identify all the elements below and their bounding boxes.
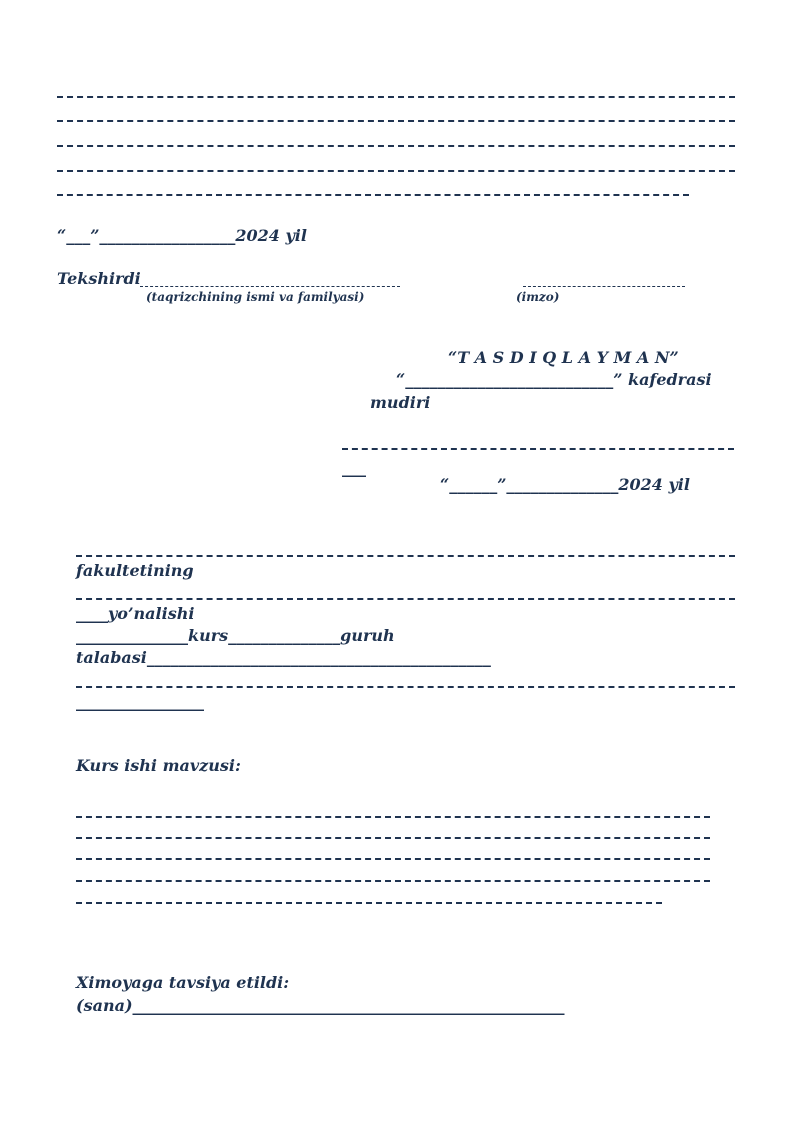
approval-date-open: “______” [440, 475, 507, 494]
approval-dept-line [396, 370, 712, 389]
checked-by-label: Tekshirdi [57, 269, 141, 288]
checked-by-signature-line [523, 286, 685, 287]
approval-name-line [342, 448, 734, 450]
defense-label: Ximoyaga tavsiya etildi: [76, 973, 290, 992]
approval-short-blank: ___ [342, 458, 366, 477]
course-group-line [76, 626, 395, 645]
course-label: kurs [188, 626, 229, 645]
top-line-3 [57, 145, 735, 147]
date-year: 2024 yil [235, 226, 307, 245]
approval-date-line [440, 475, 690, 494]
top-line-5 [57, 194, 689, 196]
course-blank-2: ______________ [228, 626, 341, 645]
date-line-1 [57, 226, 307, 245]
direction-prefix: ____ [76, 604, 108, 623]
student-tail-blank: ________________ [76, 692, 204, 711]
topic-label: Kurs ishi mavzusi: [76, 756, 241, 775]
student-blank: ___________________________________________ [146, 648, 491, 667]
course-blank-1: ______________ [76, 626, 188, 645]
approval-date-blank: ______________ [506, 475, 619, 494]
date-blank: _________________ [99, 226, 236, 245]
approval-title: “T A S D I Q L A Y M A N” [448, 348, 679, 367]
student-name-line [76, 686, 735, 688]
name-caption: (taqrizchining ismi va familyasi) [146, 290, 365, 304]
direction-line [76, 598, 735, 600]
faculty-label: fakultetining [76, 561, 194, 580]
dept-suffix: ” kafedrasi [613, 370, 712, 389]
dept-blank: __________________________ [405, 370, 614, 389]
top-line-2 [57, 120, 735, 122]
group-label: guruh [340, 626, 395, 645]
top-line-4 [57, 170, 735, 172]
topic-line-4 [76, 880, 710, 882]
defense-date-label: (sana) [76, 996, 133, 1015]
checked-by-name-line [140, 286, 400, 287]
defense-date-line [76, 996, 565, 1015]
student-label: talabasi [76, 648, 147, 667]
topic-line-2 [76, 837, 710, 839]
date-quote: “___” [57, 226, 100, 245]
student-line [76, 648, 491, 667]
defense-date-blank: ______________________________________________________ [132, 996, 565, 1015]
signature-caption: (imzo) [516, 290, 560, 304]
direction-line-text [76, 604, 194, 623]
topic-line-5 [76, 902, 662, 904]
faculty-line [76, 555, 735, 557]
approval-head-label: mudiri [370, 393, 431, 412]
dept-open-quote: “ [396, 370, 406, 389]
topic-line-3 [76, 858, 710, 860]
direction-label: yo’nalishi [108, 604, 195, 623]
approval-date-year: 2024 yil [618, 475, 690, 494]
top-line-1 [57, 96, 735, 98]
topic-line-1 [76, 816, 710, 818]
